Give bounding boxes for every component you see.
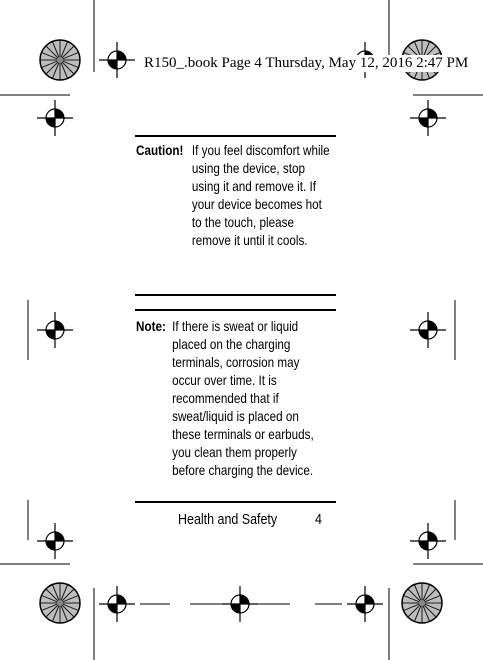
starburst-icon (40, 583, 80, 623)
print-slug: R150_.book Page 4 Thursday, May 12, 2016 2:47 PM (144, 55, 469, 71)
note-bottom-rule (135, 501, 336, 503)
note-box (136, 318, 314, 480)
caution-top-rule (135, 135, 336, 137)
starburst-icon (402, 583, 442, 623)
note-label: Note: (136, 319, 166, 334)
footer-page-number: 4 (315, 512, 322, 528)
starburst-icon (40, 40, 80, 80)
caution-label: Caution! (136, 143, 184, 158)
caution-bottom-rule (135, 294, 336, 296)
caution-text: If you feel discomfort while using the device, stop using it and remove it. If your device becomes hot to the touch, please remove it until it cools. (191, 143, 330, 248)
caution-box (136, 142, 330, 250)
note-top-rule (135, 309, 336, 311)
note-text: If there is sweat or liquid placed on the charging terminals, corrosion may occur over time. It is recommended that if sweat/liquid is placed on these terminals or earbuds, you clean them properly before charging the device. (172, 319, 314, 478)
footer-section-title: Health and Safety (178, 512, 278, 528)
